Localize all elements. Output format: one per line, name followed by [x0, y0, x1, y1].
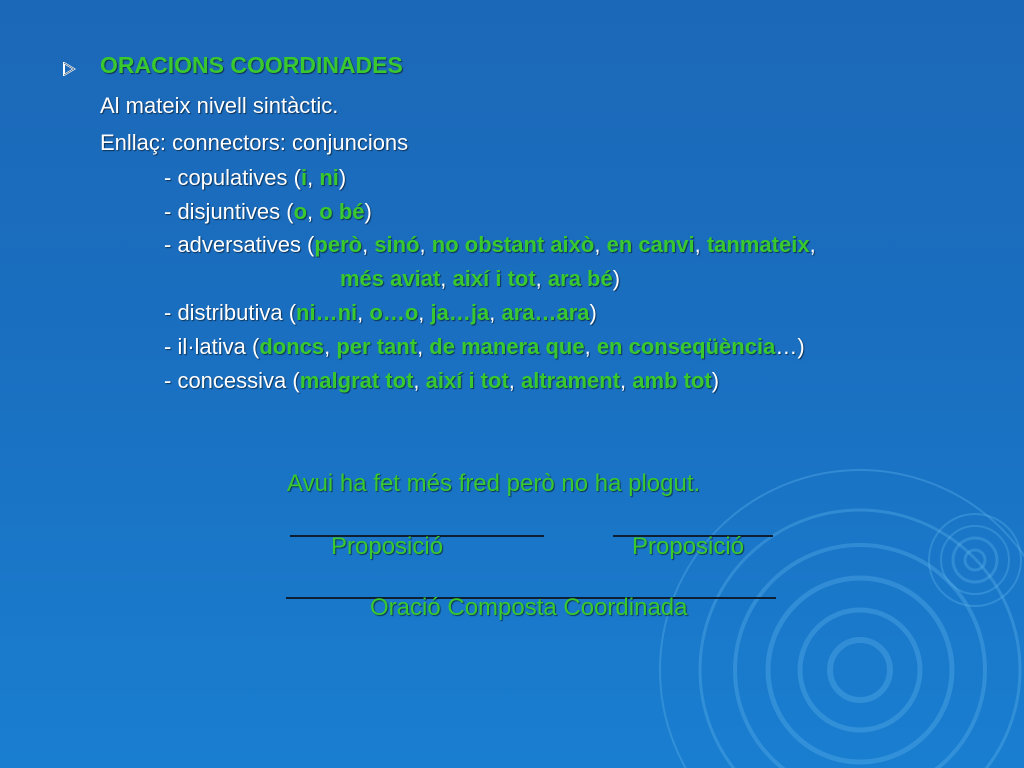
conjunction: i: [300, 165, 308, 190]
conjunction: no obstant això: [431, 232, 595, 257]
heading: ORACIONS COORDINADES: [100, 52, 403, 78]
conjunction: tanmateix: [706, 232, 810, 257]
type-adversatives-continued: més aviat, així i tot, ara bé): [340, 266, 621, 291]
type-label: - copulatives (: [164, 165, 301, 190]
proposition-label-left: Proposició: [331, 533, 444, 560]
type-label: - disjuntives (: [164, 199, 294, 224]
conjunction: doncs: [259, 334, 325, 359]
conjunction: en canvi: [606, 232, 695, 257]
type-close: …): [775, 334, 805, 359]
type-close: ): [612, 266, 621, 291]
proposition-label-right: Proposició: [632, 533, 745, 560]
type-copulatives: - copulatives (i, ni): [164, 165, 347, 190]
type-close: ): [338, 165, 347, 190]
type-close: ): [589, 300, 597, 325]
arrow-right-icon: [62, 62, 76, 76]
type-label: - distributiva (: [164, 300, 297, 325]
type-distributiva: - distributiva (ni…ni, o…o, ja…ja, ara…ara): [164, 300, 597, 325]
conjunction: de manera que: [429, 334, 585, 359]
type-disjuntives: - disjuntives (o, o bé): [164, 199, 372, 224]
conjunction: però: [314, 232, 363, 257]
conjunction: o: [293, 199, 308, 224]
type-label: - concessiva (: [164, 368, 300, 393]
compound-sentence-label: Oració Composta Coordinada: [370, 594, 688, 621]
conjunction: amb tot: [632, 368, 712, 393]
type-close: ): [364, 199, 372, 224]
example-sentence: Avui ha fet més fred però no ha plogut.: [287, 470, 701, 497]
intro-line: Al mateix nivell sintàctic.: [100, 93, 339, 118]
type-illativa: - il·lativa (doncs, per tant, de manera que, en conseqüència…): [164, 334, 805, 359]
conjunction: en conseqüència: [596, 334, 776, 359]
type-close: ): [711, 368, 720, 393]
conjunction: per tant: [336, 334, 418, 359]
conjunction: sinó: [374, 232, 420, 257]
conjunction: ara…ara: [501, 300, 590, 325]
type-label: - adversatives (: [164, 232, 315, 257]
type-concessiva: - concessiva (malgrat tot, així i tot, altrament, amb tot): [164, 368, 720, 393]
conjunction: altrament: [521, 368, 621, 393]
conjunction: ni…ni: [296, 300, 358, 325]
conjunction: o bé: [319, 199, 365, 224]
conjunction: ja…ja: [430, 300, 490, 325]
conjunction: ara bé: [547, 266, 613, 291]
conjunction: així i tot: [425, 368, 509, 393]
conjunction: malgrat tot: [299, 368, 414, 393]
conjunction: més aviat: [340, 266, 441, 291]
conjunction: així i tot: [452, 266, 536, 291]
type-adversatives: - adversatives (però, sinó, no obstant això, en canvi, tanmateix,: [164, 232, 816, 257]
conjunction: ni: [319, 165, 339, 190]
conjunction: o…o: [369, 300, 419, 325]
intro-line: Enllaç: connectors: conjuncions: [100, 130, 409, 155]
type-label: - il·lativa (: [164, 334, 260, 359]
